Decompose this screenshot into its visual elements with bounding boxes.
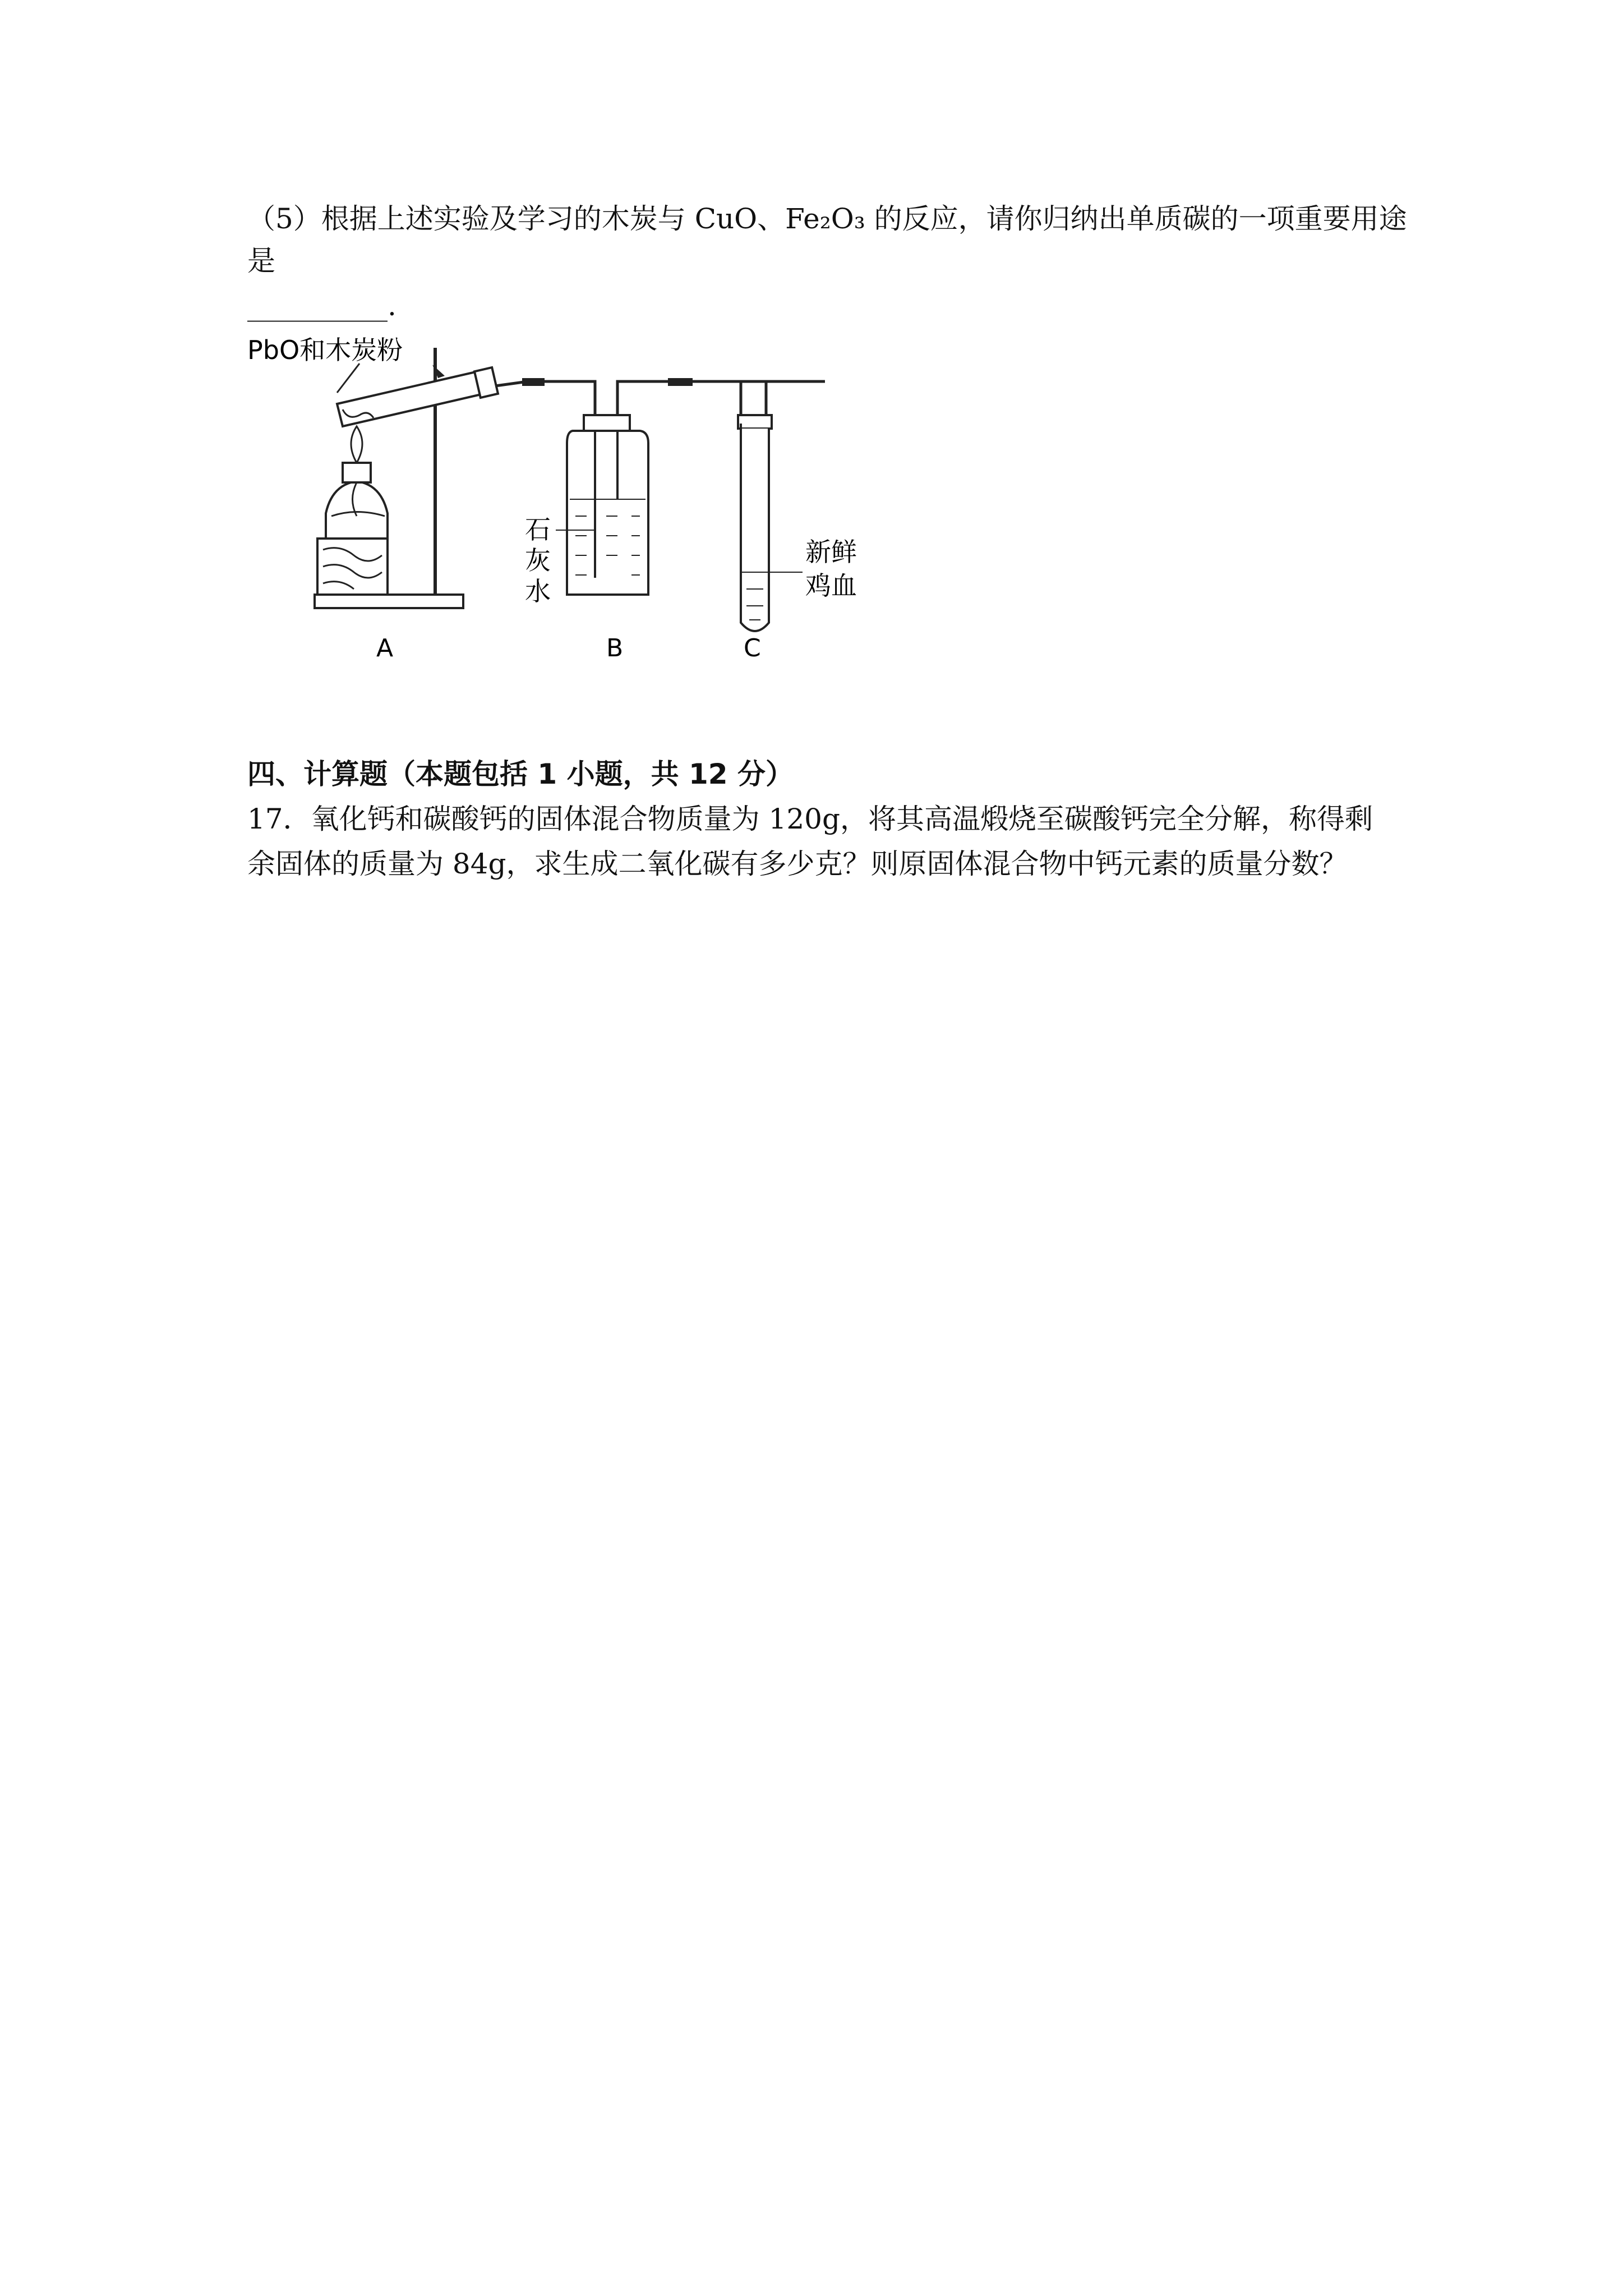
apparatus-label-b: B [606, 634, 624, 662]
limewater-label-1: 石 [525, 514, 551, 545]
blood-label-1: 新鲜 [805, 537, 857, 567]
question-5-line-2: 是 [247, 245, 275, 277]
limewater-label-3: 水 [525, 576, 551, 606]
reagent-pointer [337, 364, 359, 393]
question-5-line-1: （5）根据上述实验及学习的木炭与 CuO、Fe₂O₃ 的反应，请你归纳出单质碳的一项重要用途 [247, 203, 1407, 235]
test-tube-heated [337, 367, 498, 426]
delivery-tubes [495, 378, 825, 424]
section-heading: 四、计算题（本题包括 1 小题，共 12 分） [247, 758, 794, 790]
alcohol-lamp [326, 426, 388, 539]
apparatus-label-c: C [744, 634, 761, 662]
gas-bottle [556, 415, 648, 595]
question-17-line-1: 17．氧化钙和碳酸钙的固体混合物质量为 120g，将其高温煅烧至碳酸钙完全分解，称得剩 [247, 803, 1373, 835]
reagent-label: PbO和木炭粉 [247, 335, 403, 365]
answer-blank: __________. [247, 289, 396, 322]
blood-label-2: 鸡血 [805, 570, 857, 601]
question-17-line-2: 余固体的质量为 84g，求生成二氧化碳有多少克？则原固体混合物中钙元素的质量分数？ [247, 848, 1348, 880]
wooden-block [317, 539, 388, 595]
test-tube-c [738, 415, 803, 631]
limewater-label-2: 灰 [525, 545, 551, 576]
apparatus-diagram [247, 331, 857, 668]
apparatus-label-a: A [376, 634, 394, 662]
